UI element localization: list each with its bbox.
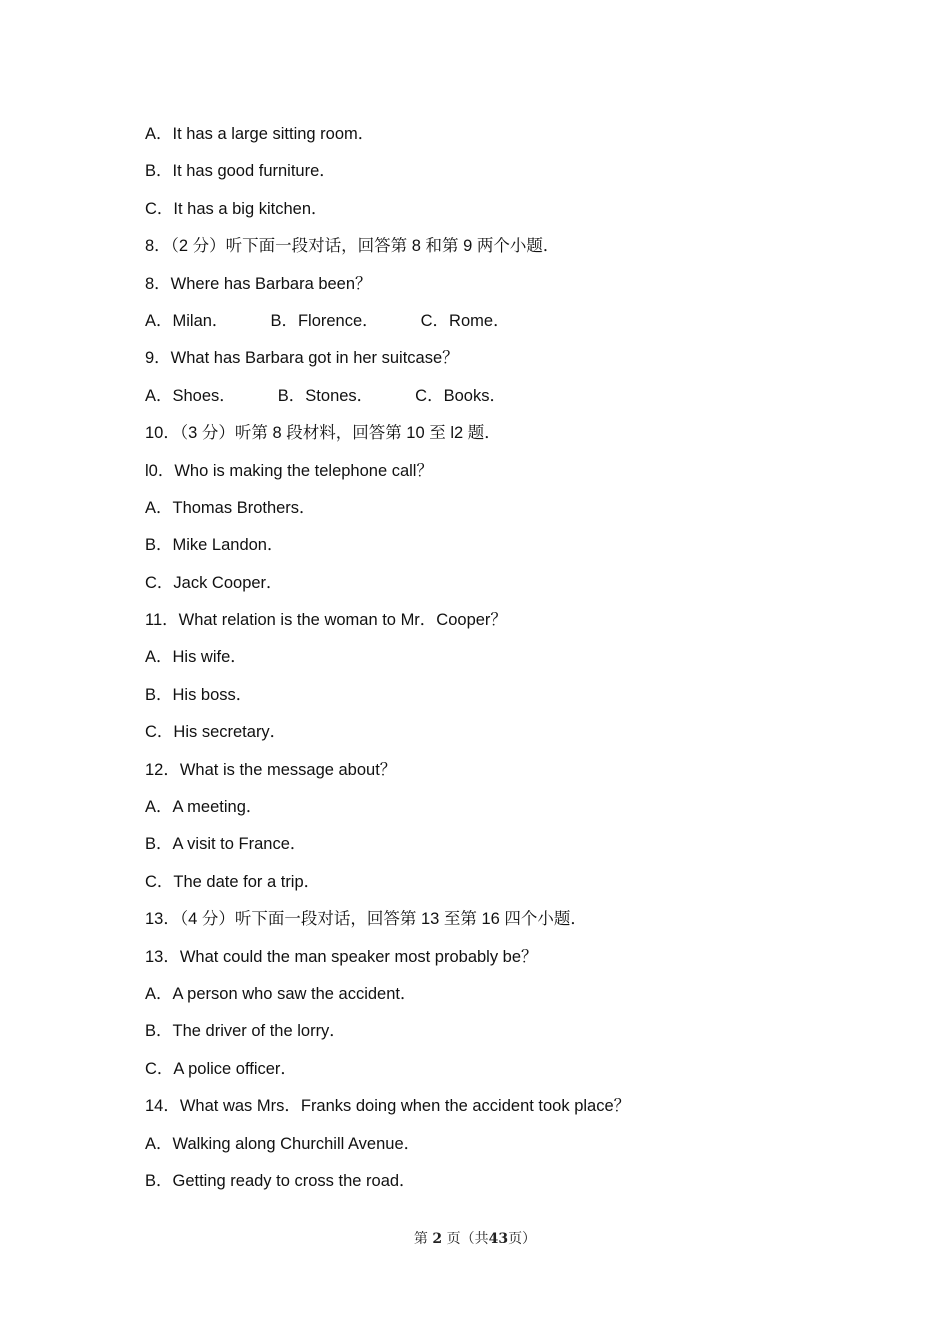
option-line: A．It has a large sitting room． <box>145 125 375 143</box>
option-line: A．A meeting． <box>145 798 263 817</box>
option-a: A．Shoes． <box>145 386 236 405</box>
section-heading: 13．（4 分）听下面一段对话，回答第 13 至第 16 四个小题． <box>145 910 587 929</box>
option-line: B．A visit to France． <box>145 835 307 854</box>
option-b: B．Florence． <box>270 311 379 330</box>
footer-page-number: 2 <box>432 1231 443 1247</box>
option-line: C．It has a big kitchen． <box>145 199 328 218</box>
option-line: C．His secretary． <box>145 723 287 742</box>
question-line: 12．What is the message about？ <box>145 760 397 779</box>
option-line: C．A police officer． <box>145 1059 297 1078</box>
option-line: B．Getting ready to cross the road． <box>145 1171 416 1190</box>
question-line: 9．What has Barbara got in her suitcase？ <box>145 349 459 368</box>
option-c: C．Rome． <box>420 311 510 330</box>
option-line: B．The driver of the lorry． <box>145 1022 346 1041</box>
inline-options <box>145 309 865 346</box>
question-line: 11．What relation is the woman to Mr．Cooper？ <box>145 611 507 630</box>
option-line: C．Jack Cooper． <box>145 573 283 592</box>
inline-options <box>145 384 865 421</box>
exam-content <box>145 122 865 1206</box>
option-line: A．A person who saw the accident． <box>145 984 417 1003</box>
option-line: A．His wife． <box>145 648 247 667</box>
option-line: B．It has good furniture． <box>145 162 336 181</box>
question-line: 8．Where has Barbara been？ <box>145 274 372 293</box>
footer-suffix: 页） <box>508 1231 537 1247</box>
section-heading: 8．（2 分）听下面一段对话，回答第 8 和第 9 两个小题． <box>145 237 560 256</box>
option-c: C．Books． <box>415 386 506 405</box>
option-line: A．Walking along Churchill Avenue． <box>145 1134 421 1153</box>
option-b: B．Stones． <box>277 386 374 405</box>
section-heading: 10．（3 分）听第 8 段材料，回答第 10 至 l2 题． <box>145 424 501 443</box>
option-line: A．Thomas Brothers． <box>145 498 316 517</box>
footer-mid: 页（共 <box>446 1231 489 1247</box>
option-line: C．The date for a trip． <box>145 872 321 891</box>
question-line: 14．What was Mrs．Franks doing when the accident took place？ <box>145 1097 631 1116</box>
footer-prefix: 第 <box>413 1231 428 1247</box>
footer-total-pages: 43 <box>488 1231 509 1247</box>
page-footer <box>0 1228 950 1248</box>
question-line: 13．What could the man speaker most probably be？ <box>145 947 538 966</box>
option-line: B．Mike Landon． <box>145 536 284 555</box>
option-a: A．Milan． <box>145 311 229 330</box>
question-line: l0．Who is making the telephone call？ <box>145 461 433 480</box>
option-line: B．His boss． <box>145 685 253 704</box>
